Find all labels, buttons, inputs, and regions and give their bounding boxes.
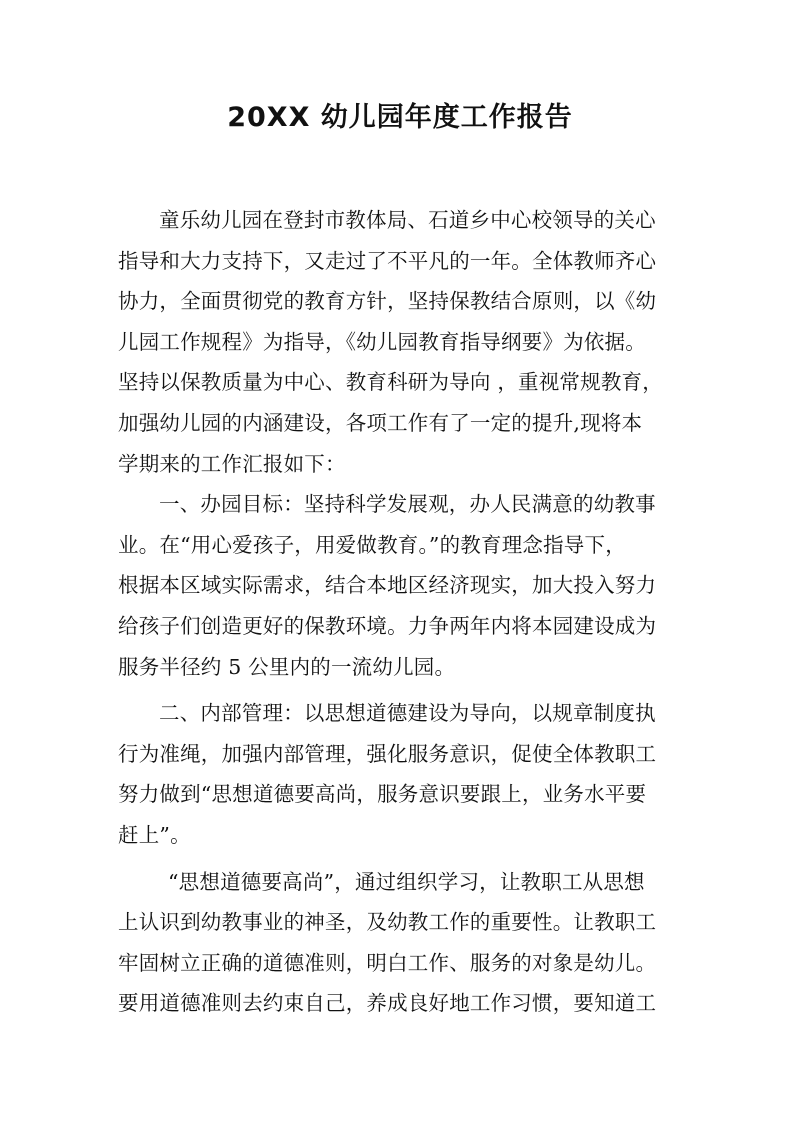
text-line: 牢固树立正确的道德准则，明白工作、服务的对象是幼儿。 (118, 950, 657, 975)
text-line: 给孩子们创造更好的保教环境。力争两年内将本园建设成为 (118, 613, 657, 638)
text-line: 加强幼儿园的内涵建设，各项工作有了一定的提升,现将本 (118, 410, 643, 435)
text-line: 努力做到“思想道德要高尚，服务意识要跟上，业务水平要 (118, 782, 647, 807)
text-line: 行为准绳，加强内部管理，强化服务意识，促使全体教职工 (118, 741, 657, 766)
paragraph-management (118, 693, 690, 855)
document-body (118, 200, 690, 1024)
text-line: 要用道德准则去约束自己，养成良好地工作习惯，要知道工 (118, 991, 657, 1016)
text-line: 指导和大力支持下，又走过了不平凡的一年。全体教师齐心 (118, 248, 657, 273)
text-line: 上认识到幼教事业的神圣，及幼教工作的重要性。让教职工 (118, 910, 657, 935)
document-title: 20XX 幼儿园年度工作报告 (227, 102, 573, 133)
text-line: 坚持以保教质量为中心、教育科研为导向 ，重视常规教育， (118, 370, 663, 395)
text-line: 服务半径约 5 公里内的一流幼儿园。 (118, 654, 456, 679)
text-line: 一、办园目标：坚持科学发展观，办人民满意的幼教事 (159, 492, 656, 517)
paragraph-goal (118, 484, 690, 687)
text-line: 童乐幼儿园在登封市教体局、石道乡中心校领导的关心 (159, 208, 656, 232)
paragraph-morality (118, 862, 690, 1024)
text-line: 根据本区域实际需求，结合本地区经济现实，加大投入努力 (118, 573, 657, 598)
text-line: 协力，全面贯彻党的教育方针，坚持保教结合原则，以《幼 (118, 289, 657, 314)
text-line: 赶上”。 (118, 822, 191, 847)
text-line: 二、内部管理：以思想道德建设为导向，以规章制度执 (159, 701, 656, 726)
text-line: 业。在“用心爱孩子，用爱做教育。”的教育理念指导下， (118, 532, 626, 557)
paragraph-intro (118, 200, 690, 484)
text-line: 儿园工作规程》为指导，《幼儿园教育指导纲要》为依据。 (118, 329, 646, 354)
text-line: “思想道德要高尚”，通过组织学习，让教职工从思想 (168, 869, 645, 894)
text-line: 学期来的工作汇报如下： (118, 451, 346, 476)
